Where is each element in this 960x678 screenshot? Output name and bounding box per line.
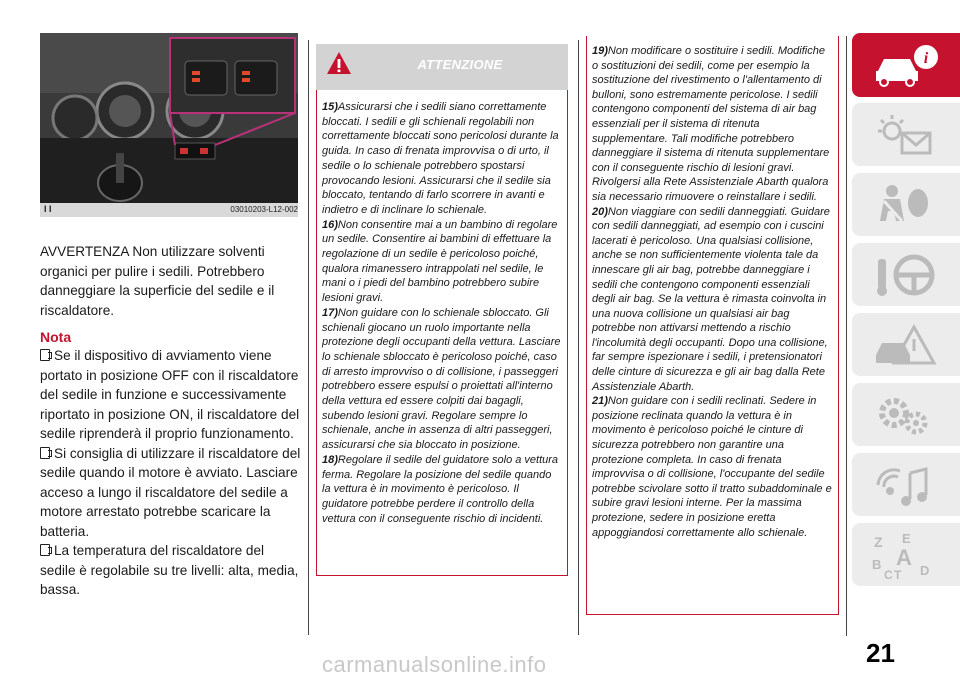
- warning-paragraph: AVVERTENZA Non utilizzare solventi organici per pulire i sedili. Potrebbero danneggiare la superficie del sedile e il riscaldatore.: [40, 244, 275, 318]
- watermark-text: carmanualsonline.info: [322, 652, 547, 677]
- car-info-icon: [870, 41, 940, 89]
- attention-text: [322, 100, 562, 526]
- warning-lights-icon: [870, 111, 940, 159]
- tab-driving[interactable]: [852, 243, 960, 306]
- page-number: 21: [866, 638, 895, 668]
- attention-item: [322, 100, 562, 218]
- tab-safety[interactable]: [852, 173, 960, 236]
- tab-multimedia[interactable]: [852, 453, 960, 516]
- attention-item: [592, 394, 834, 540]
- item-text: Non viaggiare con sedili danneggiati. Guidare con sedili danneggiati, ad esempio con i cuscini lacerati è pericoloso. Una qualsiasi collisione, anche se non sufficientemente violenta tale da innescare gli air bag, potrebbe danneggiare i sedili che contengono componenti essenziali degli air bag. Se la vettura è rimasta coinvolta in una nuova collisione un qualsiasi air bag potrebbe non attivarsi mettendo a rischio l'incolumità degli occupanti. Dopo una collisione, far sempre ispezionare i sedili, i pretensionatori delle cinture di sicurezza e gli air bag dalla Rete Assistenziale Abarth.: [592, 205, 830, 393]
- tab-emergency[interactable]: [852, 313, 960, 376]
- column-divider: [578, 40, 579, 635]
- item-number: 16): [322, 218, 338, 231]
- attention-title: ATTENZIONE: [417, 57, 503, 72]
- tab-index[interactable]: [852, 523, 960, 586]
- svg-text:Z: Z: [874, 534, 883, 550]
- left-column: [40, 242, 302, 600]
- note-text: Se il dispositivo di avviamento viene portato in posizione OFF con il riscaldatore del sedile in funzione e successivamente riportato in posizione ON, il riscaldatore del sedile riprenderà il proprio funzionamento.: [40, 348, 300, 441]
- item-text: Assicurarsi che i sedili siano correttamente bloccati. I sedili e gli schienali regolabili non correttamente bloccati sono pericolosi durante la guida. In caso di frenata improvvisa o di urto, il sedile o lo schienale potrebbero spostarsi provocando lesioni. Assicurarsi che il sedile sia bloccato, tentando di farlo scorrere in avanti e indietro e di inclinare lo schienale.: [322, 101, 559, 216]
- column-divider: [308, 40, 309, 635]
- warning-triangle-icon: [326, 51, 352, 75]
- book-icon: [40, 349, 50, 361]
- alphabet-index-icon: [870, 531, 940, 579]
- svg-text:E: E: [902, 531, 911, 546]
- note-item: [40, 346, 302, 444]
- tab-maintenance[interactable]: [852, 383, 960, 446]
- book-icon: [40, 544, 50, 556]
- book-icon: [40, 447, 50, 459]
- steering-wheel-icon: [870, 251, 940, 299]
- airbag-passenger-icon: [870, 181, 940, 229]
- note-text: Si consiglia di utilizzare il riscaldatore del sedile quando il motore è avviato. Lasciare acceso a lungo il riscaldatore del sedile a motore arrestato potrebbe scaricare la batteria.: [40, 445, 301, 539]
- dashboard-photo: [40, 33, 298, 203]
- item-text: Non guidare con i sedili reclinati. Sedere in posizione reclinata quando la vettura è in movimento è pericoloso poiché le cinture di sicurezza potrebbero non garantire una protezione completa. In caso di frenata improvvisa o di collisione, l'occupante del sedile potrebbe scivolare sotto il tratto subaddominale e subire gravi lesioni interne. Per la massima protezione, sedere in posizione eretta appoggiandosi correttamente allo schienale.: [592, 395, 832, 539]
- attention-item: [322, 453, 562, 527]
- item-text: Regolare il sedile del guidatore solo a vettura ferma. Regolare la posizione del sedile quando la vettura è in movimento è pericoloso. Il guidatore potrebbe perdere il controllo della vettura con il conseguente rischio di incidenti.: [322, 453, 559, 525]
- attention-item: [592, 44, 834, 205]
- service-gears-icon: [870, 391, 940, 439]
- svg-text:B: B: [872, 557, 882, 572]
- car-crash-icon: [870, 321, 940, 369]
- figure-code: 03010203-L12-002: [230, 205, 298, 214]
- item-number: 15): [322, 101, 338, 113]
- figure-label: I I: [44, 204, 52, 214]
- item-number: 17): [322, 306, 338, 319]
- nota-heading: Nota: [40, 329, 72, 345]
- item-number: 20): [592, 205, 608, 218]
- item-text: Non consentire mai a un bambino di regolare un sedile. Consentire ai bambini di effettuare la regolazione di un sedile è pericoloso poiché, qualora rimanessero intrappolati nel sedile, le mani o i piedi del bambino potrebbero subire lesioni gravi.: [322, 218, 558, 305]
- multimedia-music-icon: [870, 461, 940, 509]
- svg-text:C: C: [884, 568, 893, 579]
- note-item: [40, 444, 302, 542]
- item-text: Non modificare o sostituire i sedili. Modifiche o sostituzioni dei sedili, come per esempio la sostituzione del rivestimento o l'allentamento di bulloni, sono estremamente pericolose. I sedili contengono componenti del sistema di air bag essenziali per il sistema di ritenuta supplementare. Tali modifiche potrebbero danneggiare il sistema di ritenuta supplementare con il conseguente rischio di lesioni gravi. Rivolgersi alla Rete Assistenziale Abarth qualora sia necessario rimuovere o reinstallare i sedili.: [592, 45, 830, 203]
- svg-text:i: i: [923, 50, 929, 67]
- item-number: 18): [322, 453, 338, 466]
- note-text: La temperatura del riscaldatore del sedile è regolabile su tre livelli: alta, media, bassa.: [40, 543, 299, 597]
- item-text: Non guidare con lo schienale sbloccato. Gli schienali giocano un ruolo importante nella protezione degli occupanti della vettura. Lasciare lo schienale sbloccato è pericoloso poiché, caso di arresto improvviso o di collisione, i passeggeri potrebbero essere espulsi o proiettati all'interno della vettura ed essere colpiti dai bagagli, subendo lesioni gravi. Regolare sempre lo schienale, anche in assenza di altri passeggeri, assicurarsi che sia bloccato in posizione.: [322, 306, 561, 452]
- attention-item: [592, 205, 834, 395]
- note-item: [40, 541, 302, 600]
- chapter-sidebar: [852, 33, 960, 645]
- tab-warning-lights[interactable]: [852, 103, 960, 166]
- attention-item: [322, 218, 562, 306]
- dashboard-photo-illustration: [40, 33, 298, 203]
- svg-text:D: D: [920, 563, 930, 578]
- svg-text:A: A: [896, 545, 912, 570]
- svg-text:T: T: [894, 568, 902, 579]
- column-divider: [846, 36, 847, 636]
- item-number: 21): [592, 395, 608, 408]
- attention-text-continued: [592, 44, 834, 540]
- attention-item: [322, 306, 562, 453]
- tab-car-info[interactable]: [852, 33, 960, 97]
- item-number: 19): [592, 45, 608, 57]
